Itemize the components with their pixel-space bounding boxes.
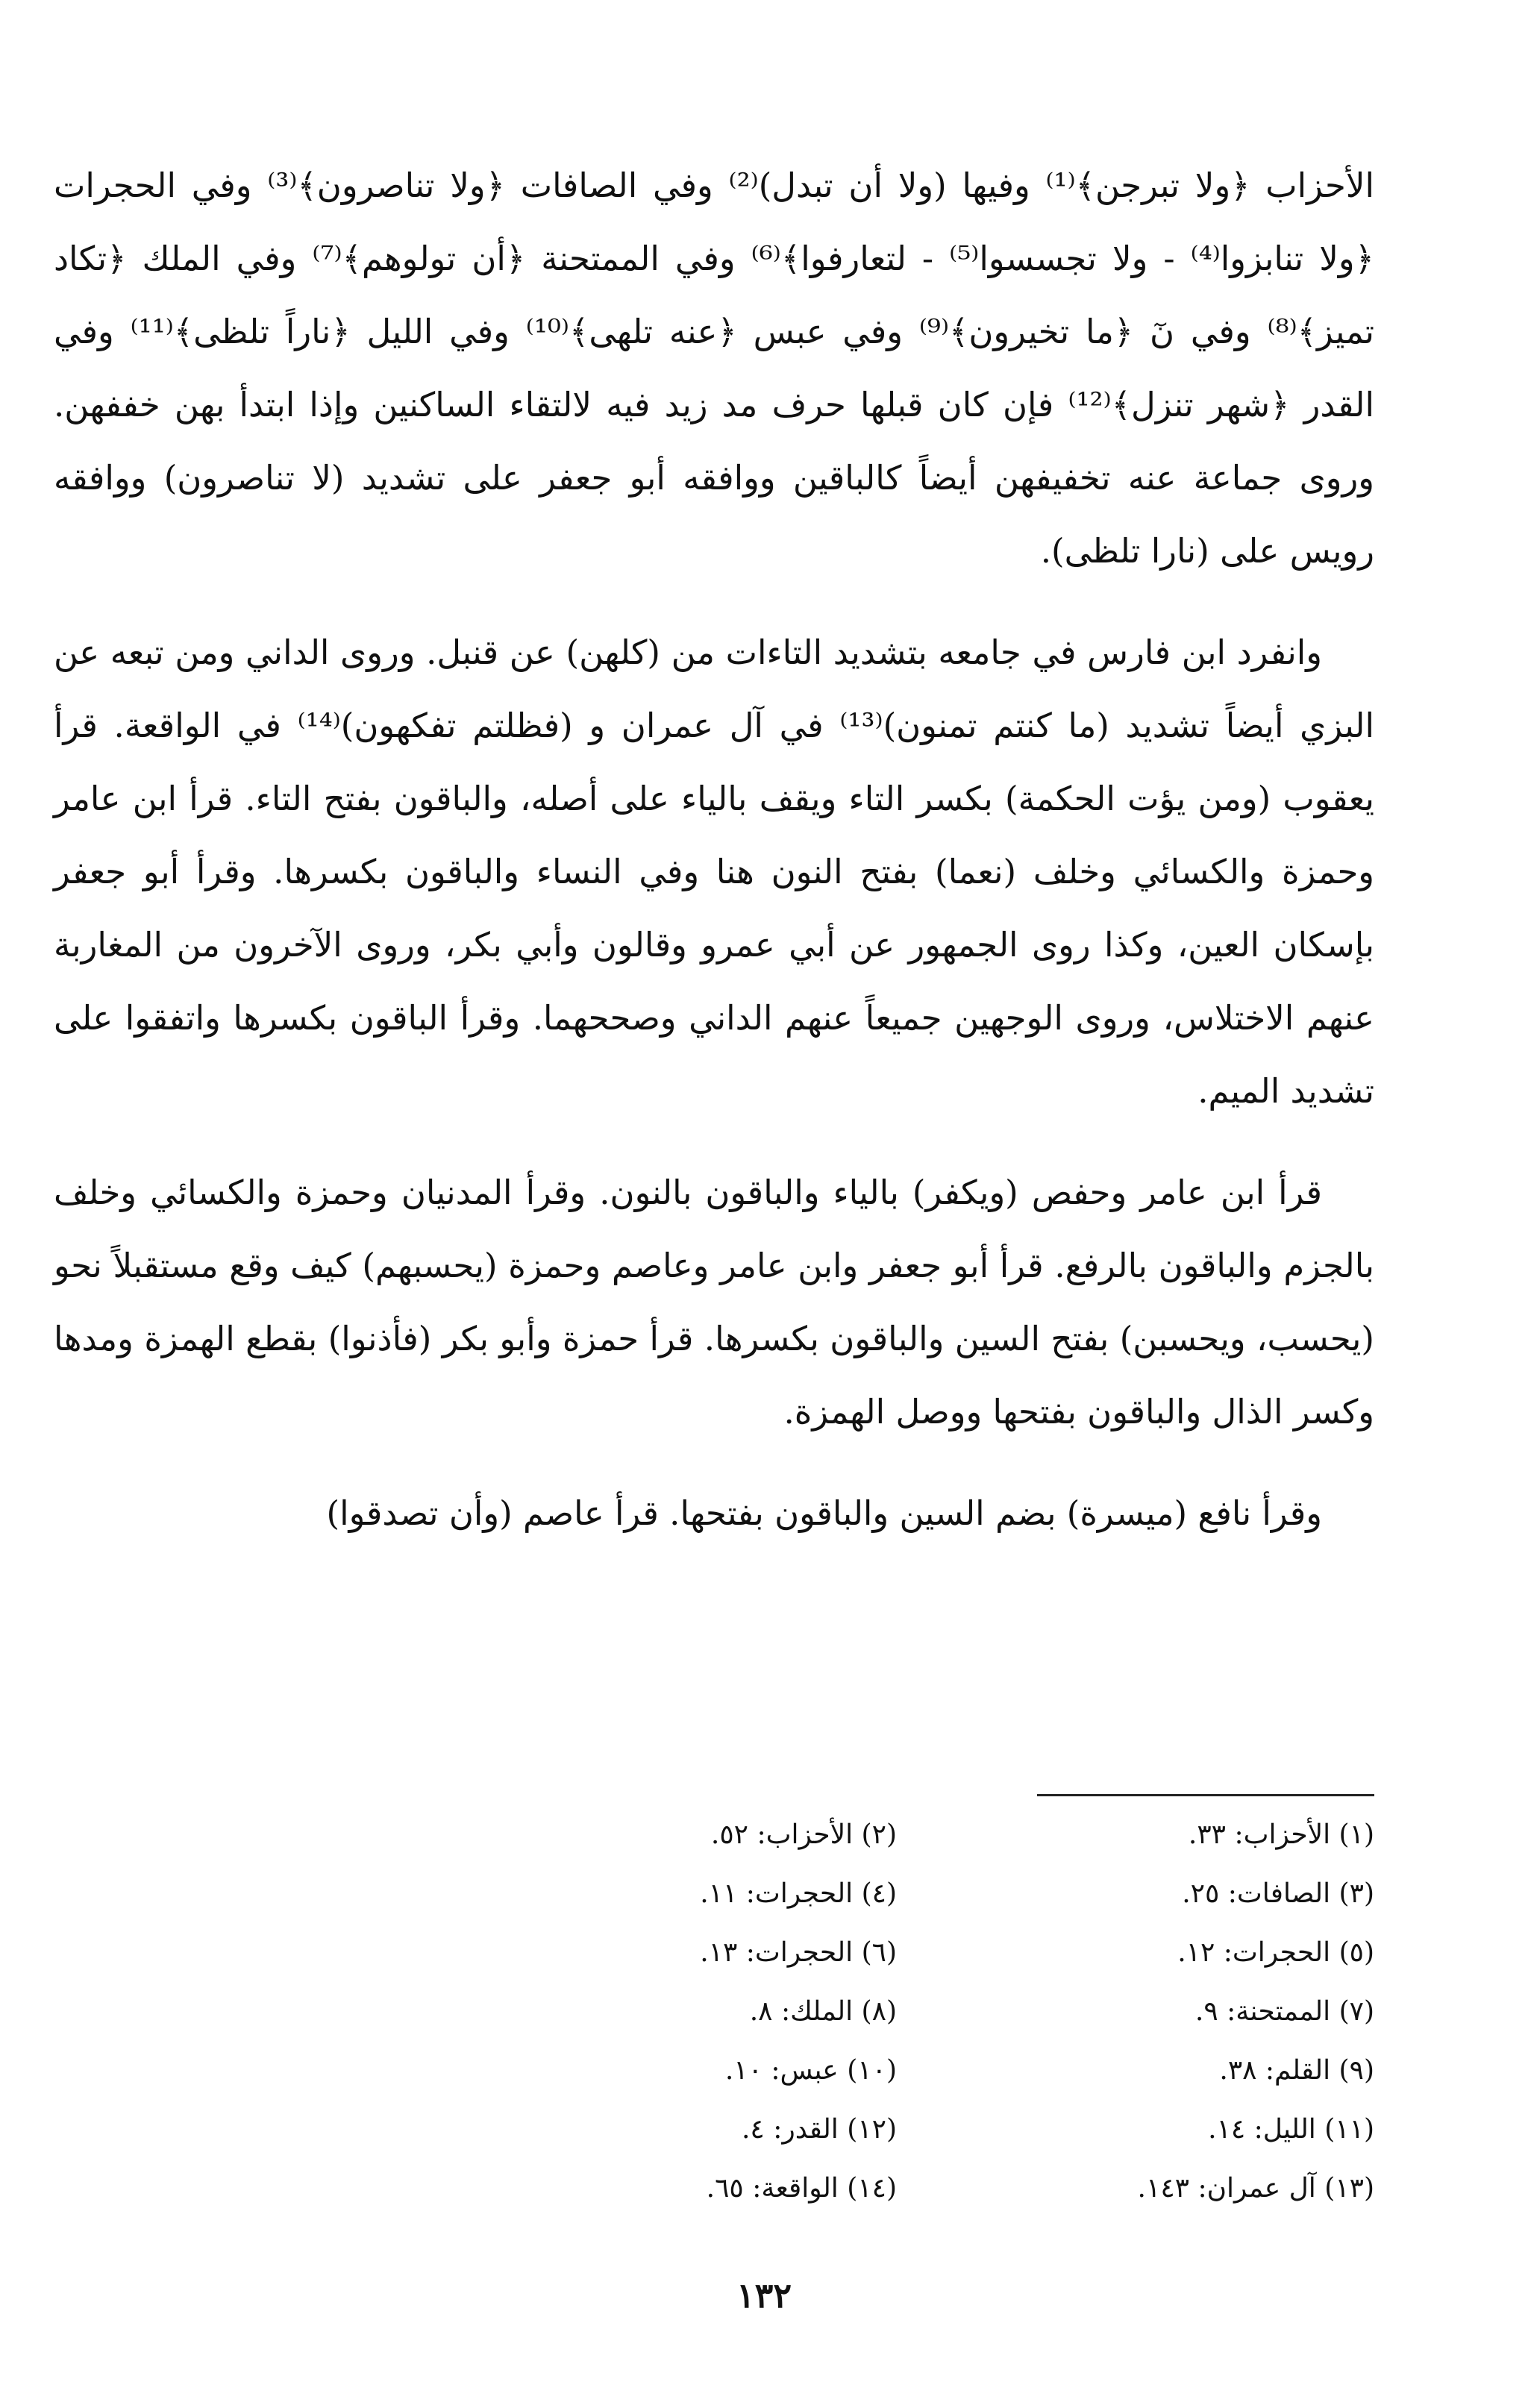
- paragraph-3: قرأ ابن عامر وحفص (ويكفر) بالياء والباقون بالنون. وقرأ المدنيان وحمزة والكسائي وخلف بالجزم والباقون بالرفع. قرأ أبو جعفر وابن عامر وعاصم وحمزة (يحسبهم) كيف وقع مستقبلاً نحو (يحسب، ويحسبن) بفتح السين والباقون بكسرها. قرأ حمزة وأبو بكر (فأذنوا) بقطع الهمزة ومدها وكسر الذال والباقون بفتحها ووصل الهمزة.: [54, 1173, 1374, 1432]
- footnote-12: (١٢) القدر: ٤.: [741, 2114, 897, 2145]
- paragraph-2: وانفرد ابن فارس في جامعه بتشديد التاءات من (كلهن) عن قنبل. وروى الداني ومن تبعه عن البزي أيضاً تشديد (ما كنتم تمنون)⁽¹³⁾ في آل عمران و (فظلتم تفكهون)⁽¹⁴⁾ في الواقعة. قرأ يعقوب (ومن يؤت الحكمة) بكسر التاء ويقف بالياء على أصله، والباقون بفتح التاء. قرأ ابن عامر وحمزة والكسائي وخلف (نعما) بفتح النون هنا وفي النساء والباقون بكسرها. وقرأ أبو جعفر بإسكان العين، وكذا روى الجمهور عن أبي عمرو وقالون وأبي بكر، وروى الآخرون من المغاربة عنهم الاختلاس، وروى الوجهين جميعاً عنهم الداني وصححهما. وقرأ الباقون بكسرها واتفقوا على تشديد الميم.: [54, 633, 1375, 1111]
- footnote-13: (١٣) آل عمران: ١٤٣.: [1137, 2173, 1374, 2204]
- footnote-separator: [1037, 1794, 1374, 1796]
- paragraph-1: الأحزاب ﴿ولا تبرجن﴾⁽¹⁾ وفيها (ولا أن تبدل)⁽²⁾ وفي الصافات ﴿ولا تناصرون﴾⁽³⁾ وفي الحجرات ﴿ولا تنابزوا⁽⁴⁾ - ولا تجسسوا⁽⁵⁾ - لتعارفوا﴾⁽⁶⁾ وفي الممتحنة ﴿أن تولوهم﴾⁽⁷⁾ وفي الملك ﴿تكاد تميز﴾⁽⁸⁾ وفي نٓ ﴿ما تخيرون﴾⁽⁹⁾ وفي عبس ﴿عنه تلهى﴾⁽¹⁰⁾ وفي الليل ﴿ناراً تلظى﴾⁽¹¹⁾ وفي القدر ﴿شهر تنزل﴾⁽¹²⁾ فإن كان قبلها حرف مد زيد فيه لالتقاء الساكنين وإذا ابتدأ بهن خففهن. وروى جماعة عنه تخفيفهن أيضاً كالباقين ووافقه أبو جعفر على تشديد (لا تناصرون) ووافقه رويس على (نارا تلظى).: [54, 166, 1374, 571]
- page-number: ١٣٢: [736, 2275, 792, 2315]
- footnote-2: (٢) الأحزاب: ٥٢.: [710, 1819, 897, 1850]
- footnote-8: (٨) الملك: ٨.: [749, 1996, 897, 2027]
- footnote-1: (١) الأحزاب: ٣٣.: [1188, 1819, 1374, 1850]
- footnote-14: (١٤) الواقعة: ٦٥.: [706, 2173, 897, 2204]
- footnote-5: (٥) الحجرات: ١٢.: [1177, 1937, 1374, 1968]
- footnote-11: (١١) الليل: ١٤.: [1208, 2114, 1374, 2145]
- footnote-3: (٣) الصافات: ٢٥.: [1182, 1878, 1374, 1909]
- footnote-6: (٦) الحجرات: ١٣.: [700, 1937, 897, 1968]
- main-text-body: [54, 149, 1374, 1578]
- footnote-7: (٧) الممتحنة: ٩.: [1194, 1996, 1374, 2027]
- footnotes-list: [418, 1805, 1374, 2218]
- footnote-10: (١٠) عبس: ١٠.: [724, 2055, 897, 2086]
- paragraph-4: وقرأ نافع (ميسرة) بضم السين والباقون بفتحها. قرأ عاصم (وأن تصدقوا): [326, 1493, 1322, 1533]
- footnote-9: (٩) القلم: ٣٨.: [1219, 2055, 1374, 2086]
- footnote-4: (٤) الحجرات: ١١.: [700, 1878, 897, 1909]
